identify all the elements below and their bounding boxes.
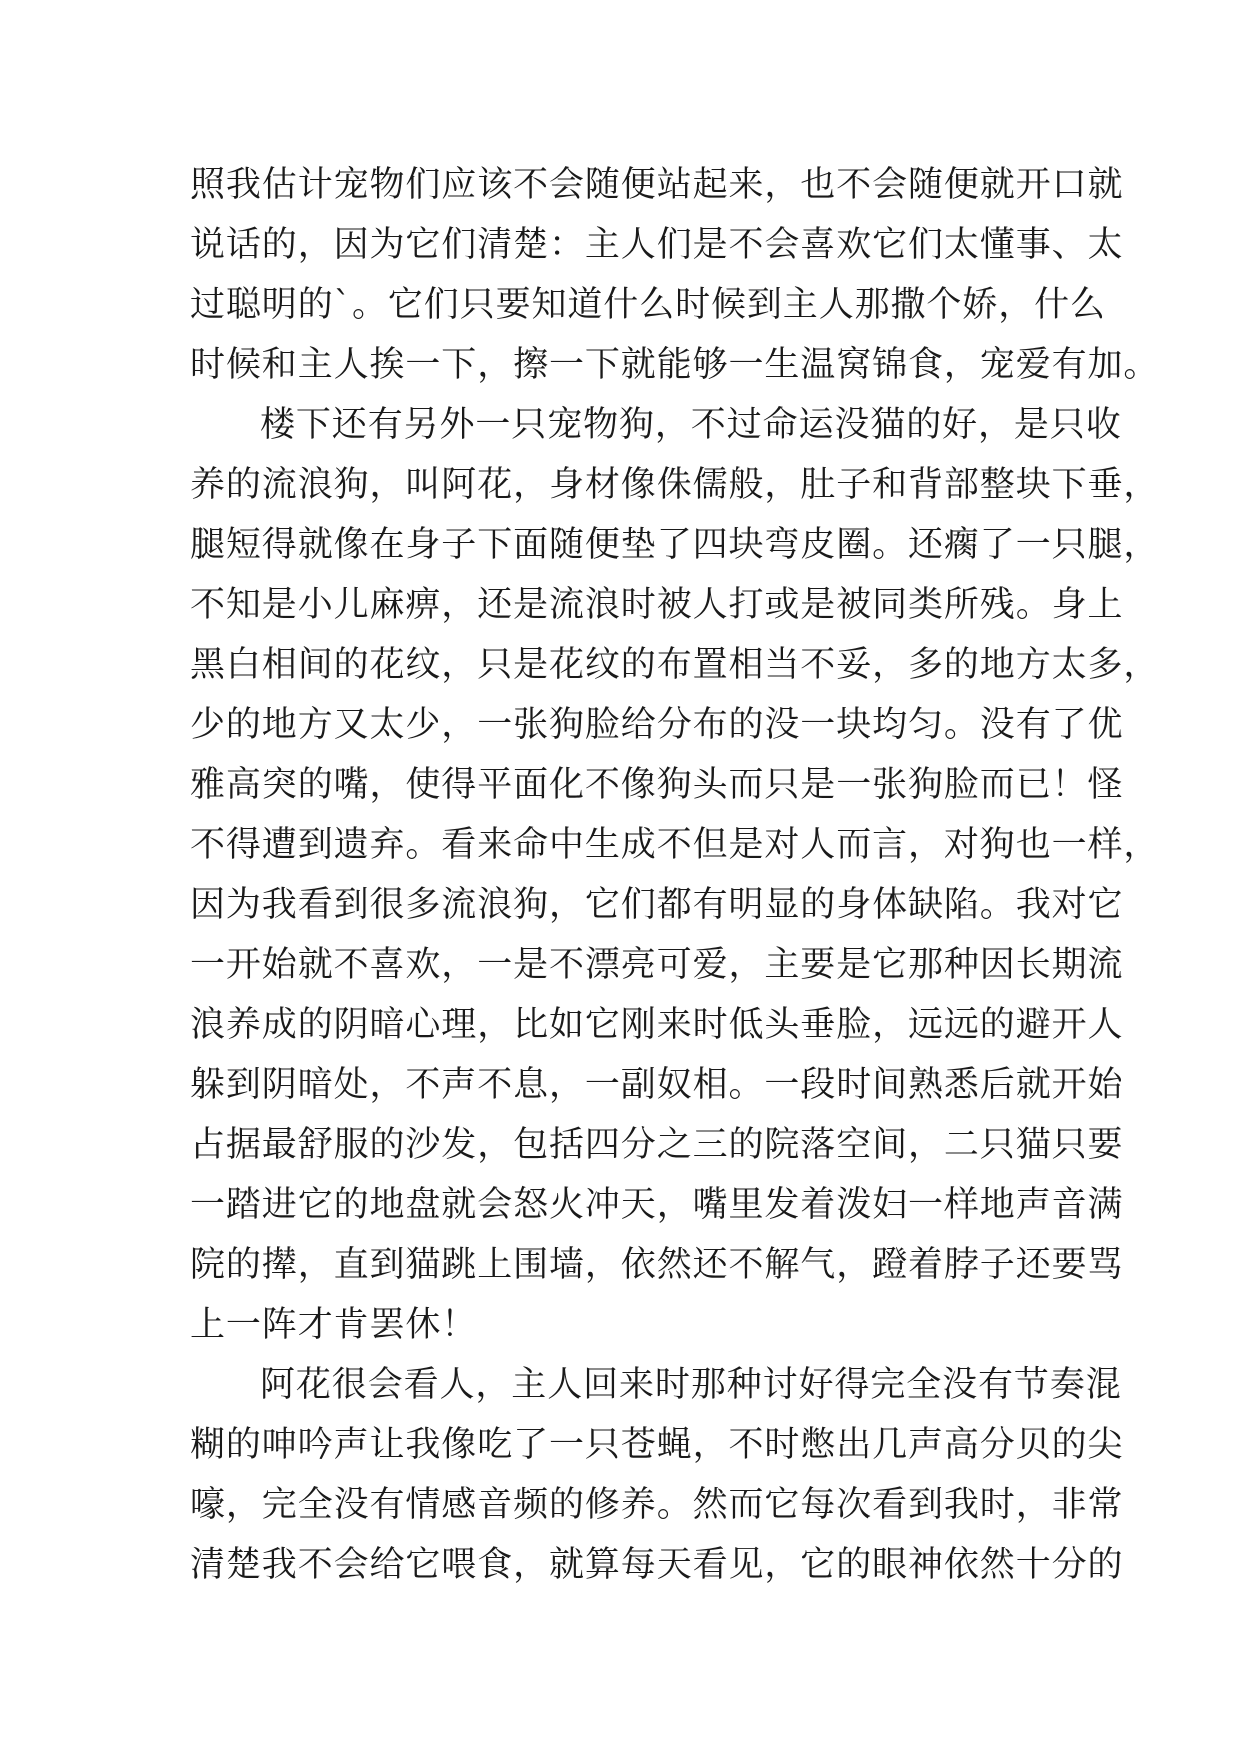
text-line: 躲到阴暗处，不声不息，一副奴相。一段时间熟悉后就开始 bbox=[190, 1065, 1124, 1105]
document-body bbox=[190, 155, 1160, 1595]
text-line: 占据最舒服的沙发，包括四分之三的院落空间，二只猫只要 bbox=[190, 1125, 1124, 1165]
text-line: 养的流浪狗，叫阿花，身材像侏儒般，肚子和背部整块下垂， bbox=[190, 465, 1160, 505]
text-line: 院的撵，直到猫跳上围墙，依然还不解气，蹬着脖子还要骂 bbox=[190, 1245, 1124, 1285]
text-line: 清楚我不会给它喂食，就算每天看见，它的眼神依然十分的 bbox=[190, 1545, 1124, 1585]
text-line: 浪养成的阴暗心理，比如它刚来时低头垂脸，远远的避开人 bbox=[190, 1005, 1124, 1045]
text-line: 雅高突的嘴，使得平面化不像狗头而只是一张狗脸而已！怪 bbox=[190, 765, 1124, 805]
text-line: 一踏进它的地盘就会怒火冲天，嘴里发着泼妇一样地声音满 bbox=[190, 1185, 1124, 1225]
text-line: 嚎，完全没有情感音频的修养。然而它每次看到我时，非常 bbox=[190, 1485, 1124, 1525]
text-line: 不知是小儿麻痹，还是流浪时被人打或是被同类所残。身上 bbox=[190, 585, 1124, 625]
text-line: 照我估计宠物们应该不会随便站起来，也不会随便就开口就 bbox=[190, 165, 1124, 205]
text-line: 黑白相间的花纹，只是花纹的布置相当不妥，多的地方太多， bbox=[190, 645, 1160, 685]
paragraph-start-line: 阿花很会看人，主人回来时那种讨好得完全没有节奏混 bbox=[260, 1365, 1122, 1405]
text-line: 说话的，因为它们清楚：主人们是不会喜欢它们太懂事、太 bbox=[190, 225, 1124, 265]
text-line: 糊的呻吟声让我像吃了一只苍蝇，不时憋出几声高分贝的尖 bbox=[190, 1425, 1124, 1465]
text-line: 腿短得就像在身子下面随便垫了四块弯皮圈。还瘸了一只腿， bbox=[190, 525, 1160, 565]
text-line: 不得遭到遗弃。看来命中生成不但是对人而言，对狗也一样， bbox=[190, 825, 1160, 865]
text-line: 一开始就不喜欢，一是不漂亮可爱，主要是它那种因长期流 bbox=[190, 945, 1124, 985]
text-line: 过聪明的`。它们只要知道什么时候到主人那撒个娇，什么 bbox=[190, 285, 1106, 325]
text-line: 少的地方又太少，一张狗脸给分布的没一块均匀。没有了优 bbox=[190, 705, 1124, 745]
text-line: 因为我看到很多流浪狗，它们都有明显的身体缺陷。我对它 bbox=[190, 885, 1124, 925]
text-line: 时候和主人挨一下，擦一下就能够一生温窝锦食，宠爱有加。 bbox=[190, 345, 1160, 385]
paragraph-start-line: 楼下还有另外一只宠物狗，不过命运没猫的好，是只收 bbox=[260, 405, 1122, 445]
text-line: 上一阵才肯罢休！ bbox=[190, 1305, 478, 1345]
